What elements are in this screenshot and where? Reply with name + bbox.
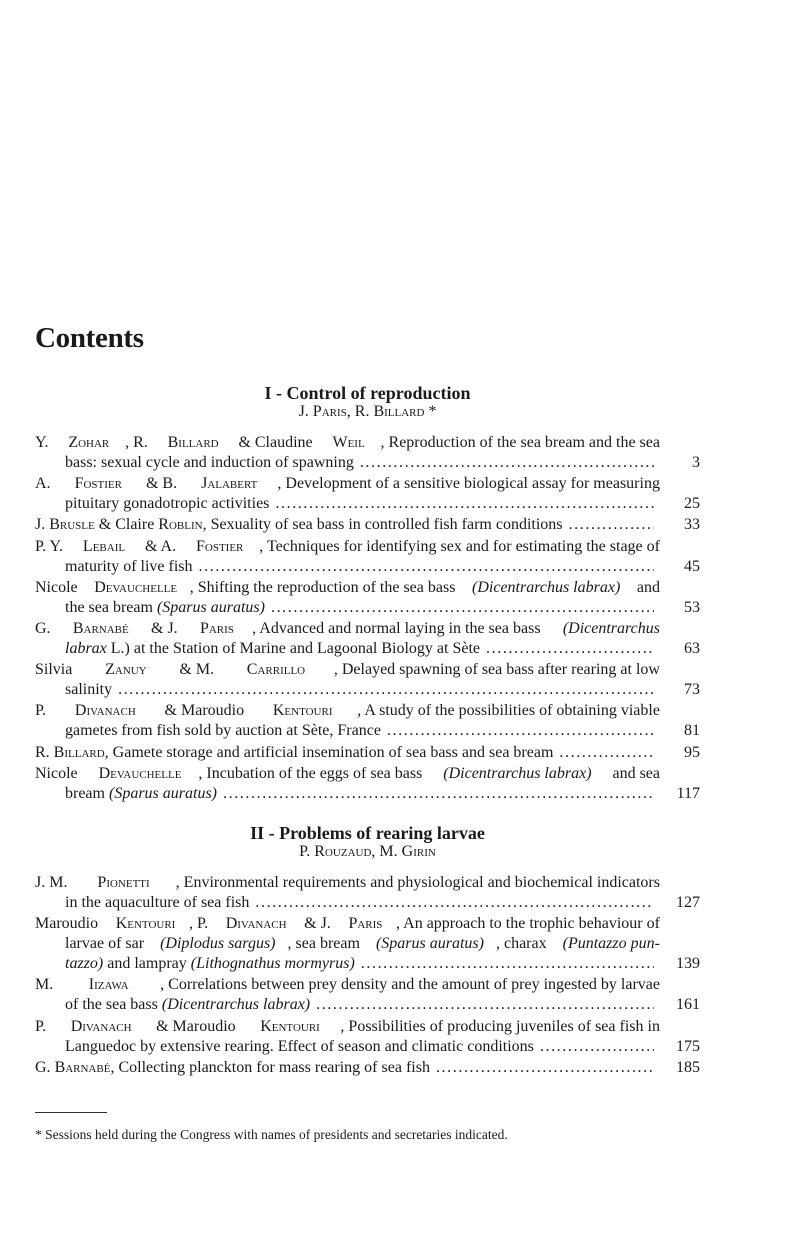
entry-text: & Claire <box>94 516 159 534</box>
page-number: 73 <box>684 681 700 699</box>
author-name: Weil <box>332 434 365 451</box>
author-name: Divanach <box>70 1017 132 1035</box>
entry-text: G. <box>35 619 55 637</box>
entry-line-text <box>35 701 660 721</box>
species-name: (Sparus auratus) <box>108 784 217 802</box>
entry-line-text <box>35 1017 660 1037</box>
entry-text: , charax <box>495 935 551 953</box>
dot-leader <box>118 680 654 700</box>
toc-entry[interactable] <box>35 515 700 535</box>
author-name: Devauchelle <box>98 764 182 782</box>
entry-text: Y. <box>35 434 53 451</box>
entry-line <box>35 975 660 995</box>
author-name: Billard <box>373 403 425 420</box>
dot-leader <box>223 784 654 804</box>
toc-entry[interactable] <box>35 578 700 618</box>
author-name: Fostier <box>195 537 244 555</box>
toc-entry[interactable] <box>35 1017 700 1057</box>
toc-entry[interactable] <box>35 537 700 577</box>
section-header <box>35 823 700 861</box>
section-chairs <box>35 403 700 421</box>
entry-text: L.) at the Station of Marine and Lagoonal Biology at Sète <box>106 639 481 657</box>
entry-text: , sea bream <box>287 935 364 953</box>
author-name: Barnabé <box>72 619 129 637</box>
page-number: 45 <box>684 557 700 575</box>
author-name: Iizawa <box>88 976 129 994</box>
entry-line <box>35 639 660 659</box>
entry-text: , Techniques for identifying sex and for estimating the stage of <box>259 537 660 555</box>
author-name: Billard <box>167 434 219 451</box>
author-name: Lebail <box>82 537 126 555</box>
dot-leader <box>486 639 654 659</box>
entry-line-text <box>65 721 381 741</box>
section-control-of-reproduction <box>35 383 700 805</box>
entry-text: and <box>632 578 660 596</box>
author-name: Fostier <box>74 475 122 493</box>
entry-line <box>35 598 660 618</box>
species-name: (Lithognathus mormyrus) <box>190 955 355 973</box>
author-name: Barnabé <box>54 1058 111 1076</box>
entry-text: , Gamete storage and artificial insemination of sea bass and sea bream <box>104 743 554 761</box>
dot-leader <box>316 995 654 1015</box>
toc-entry[interactable] <box>35 975 700 1015</box>
page-number: 63 <box>684 639 700 657</box>
entry-line-text <box>65 1037 534 1057</box>
entry-text: Maroudio <box>35 915 103 933</box>
page-number: 117 <box>676 784 700 802</box>
entry-text: , P. <box>188 915 213 933</box>
entry-line-text <box>65 934 660 954</box>
entry-line-text <box>65 494 269 514</box>
entry-line <box>35 557 660 577</box>
species-name: tazzo) <box>65 955 104 973</box>
page-number: 33 <box>684 516 700 534</box>
entry-text: , Environmental requirements and physiological and biochemical indicators <box>175 874 660 891</box>
author-name: Divanach <box>225 915 287 933</box>
entry-text: A. <box>35 475 55 493</box>
entry-text: maturity of live fish <box>65 557 193 575</box>
entry-text: Nicole <box>35 764 82 782</box>
entry-line-text <box>35 578 660 598</box>
entry-text: J. M. <box>35 874 72 891</box>
entry-line-text <box>35 1058 430 1078</box>
page-number: 53 <box>684 598 700 616</box>
author-name: Jalabert <box>201 475 258 493</box>
author-name: Devauchelle <box>94 578 178 596</box>
dot-leader <box>271 598 654 618</box>
dot-leader <box>255 893 654 913</box>
entry-line <box>35 721 660 741</box>
entry-line-text <box>35 660 660 680</box>
page-number: 95 <box>684 743 700 761</box>
entry-line-text <box>65 639 480 659</box>
entry-text: in the aquaculture of sea fish <box>65 894 250 911</box>
entry-text: bass: sexual cycle and induction of spawning <box>65 454 354 471</box>
entry-text: , Collecting planckton for mass rearing of sea fish <box>110 1058 430 1076</box>
entry-line-text <box>35 914 660 934</box>
species-name: labrax <box>65 639 107 657</box>
entry-text: & J. <box>147 619 182 637</box>
footnote-divider <box>35 1112 107 1113</box>
entry-text: , Sexuality of sea bass in controlled fish farm conditions <box>202 516 563 534</box>
entry-text: & J. <box>300 915 335 933</box>
section-title: II - Problems of rearing larvae <box>250 823 485 843</box>
author-name: Zanuy <box>105 661 147 679</box>
toc-entry[interactable] <box>35 433 700 473</box>
author-name: Roblin <box>158 516 203 534</box>
toc-entry[interactable] <box>35 743 700 763</box>
entry-text: Silvia <box>35 661 77 679</box>
author-name: Brusle <box>49 516 95 534</box>
dot-leader <box>387 721 654 741</box>
toc-entry[interactable] <box>35 1058 700 1078</box>
entry-line <box>35 701 660 721</box>
section-chairs <box>35 843 700 861</box>
entry-line <box>35 515 660 535</box>
entry-line <box>35 893 660 913</box>
author-name: Kentouri <box>260 1017 320 1035</box>
entry-text: P. <box>35 702 51 720</box>
entry-text: , Correlations between prey density and the amount of prey ingested by larvae <box>160 976 660 994</box>
entry-text: J. <box>35 516 50 534</box>
entry-line <box>35 784 660 804</box>
entry-line-text <box>35 433 660 453</box>
entry-line-text <box>35 764 660 784</box>
species-name: (Dicentrarchus labrax) <box>443 764 592 782</box>
entry-text: P. <box>35 1017 51 1035</box>
entry-line <box>35 995 660 1015</box>
entry-text: , R. <box>125 434 152 451</box>
entry-line <box>35 619 660 639</box>
section-title: I - Control of reproduction <box>264 383 471 403</box>
species-name: (Sparus auratus) <box>375 935 484 953</box>
entry-line <box>35 537 660 557</box>
entry-text: & A. <box>140 537 181 555</box>
entry-line-text <box>65 893 249 913</box>
entry-text: bream <box>65 784 109 802</box>
entry-line <box>35 433 660 453</box>
entry-text: , Shifting the reproduction of the sea bass <box>189 578 460 596</box>
author-name: Paris <box>312 403 347 420</box>
entry-line <box>35 1017 660 1037</box>
entry-line <box>35 914 660 934</box>
author-name: Kentouri <box>115 915 176 933</box>
entry-line-text <box>65 784 217 804</box>
entry-text: G. <box>35 1058 55 1076</box>
entry-text: salinity <box>65 681 113 699</box>
entry-text: , Reproduction of the sea bream and the sea <box>380 434 660 451</box>
entry-text: & Claudine <box>234 434 317 451</box>
entry-line <box>35 1037 660 1057</box>
entry-text: J. <box>298 403 313 420</box>
entry-text: Nicole <box>35 578 82 596</box>
entry-text: the sea bream <box>65 598 157 616</box>
entry-text: , Possibilities of producing juveniles of sea fish in <box>340 1017 660 1035</box>
entry-text: , R. <box>346 403 374 420</box>
species-name: (Puntazzo pun- <box>562 935 660 953</box>
entry-line-text <box>35 515 563 535</box>
entry-line <box>35 680 660 700</box>
entry-line-text <box>35 537 660 557</box>
entry-text: of the sea bass <box>65 996 162 1014</box>
entry-text: Languedoc by extensive rearing. Effect of season and climatic conditions <box>65 1037 534 1055</box>
toc-entry[interactable] <box>35 474 700 514</box>
section-problems-of-rearing-larvae <box>35 823 700 1079</box>
entry-text: M. <box>35 976 58 994</box>
author-name: Billard <box>53 743 105 761</box>
dot-leader <box>275 494 654 514</box>
entry-text: & B. <box>141 475 182 493</box>
entry-line-text <box>65 453 354 473</box>
dot-leader <box>436 1058 654 1078</box>
species-name: (Dicentrarchus labrax) <box>472 578 621 596</box>
entry-line <box>35 660 660 680</box>
page-number: 81 <box>684 722 700 740</box>
toc-entry[interactable] <box>35 660 700 700</box>
entry-text: R. <box>35 743 54 761</box>
entry-line <box>35 494 660 514</box>
entry-text: gametes from fish sold by auction at Sète, France <box>65 722 381 740</box>
page-number: 127 <box>676 894 700 911</box>
toc-entry[interactable] <box>35 619 700 659</box>
entry-line <box>35 743 660 763</box>
entry-line-text <box>65 598 265 618</box>
entry-text: , An approach to the trophic behaviour of <box>396 915 660 933</box>
entry-text: , Delayed spawning of sea bass after rearing at low <box>333 661 660 679</box>
dot-leader <box>360 453 654 473</box>
entry-line <box>35 954 660 974</box>
species-name: (Dicentrarchus <box>562 619 660 637</box>
entry-line-text <box>65 680 112 700</box>
entry-text: and sea <box>608 764 660 782</box>
author-name: Pionetti <box>97 874 150 891</box>
toc-entry[interactable] <box>35 701 700 741</box>
entry-line-text <box>65 995 310 1015</box>
toc-entry[interactable] <box>35 764 700 804</box>
page-number: 3 <box>692 454 700 471</box>
entry-line-text <box>35 619 660 639</box>
dot-leader <box>569 515 654 535</box>
species-name: (Dicentrarchus labrax) <box>161 996 311 1014</box>
entry-text: P. Y. <box>35 537 68 555</box>
author-name: Paris <box>199 619 234 637</box>
entry-text: & M. <box>175 661 219 679</box>
entry-text: P. <box>299 843 315 860</box>
dot-leader <box>559 743 654 763</box>
entry-line-text <box>65 557 193 577</box>
section-header <box>35 383 700 421</box>
entry-text: , M. <box>371 843 402 860</box>
toc-entry[interactable] <box>35 914 700 974</box>
entry-text: , Development of a sensitive biological assay for measuring <box>277 475 660 493</box>
page-number: 161 <box>676 996 700 1014</box>
page-number: 175 <box>676 1037 700 1055</box>
dot-leader <box>199 557 654 577</box>
entry-line <box>35 1058 660 1078</box>
page-number: 185 <box>676 1058 700 1076</box>
entry-line-text <box>35 743 553 763</box>
species-name: (Sparus auratus) <box>156 598 265 616</box>
page-number: 25 <box>684 495 700 513</box>
species-name: (Diplodus sargus) <box>160 935 276 953</box>
entry-line-text <box>35 873 660 893</box>
author-name: Rouzaud <box>314 843 372 860</box>
entry-line <box>35 934 660 954</box>
entry-text: * <box>424 403 437 420</box>
entry-text: and lampray <box>103 955 191 973</box>
entry-text: & Maroudio <box>152 1017 240 1035</box>
entry-text: , Incubation of the eggs of sea bass <box>198 764 427 782</box>
author-name: Girin <box>401 843 436 860</box>
entry-line <box>35 474 660 494</box>
entry-line <box>35 578 660 598</box>
entry-line-text <box>65 954 355 974</box>
page-number: 139 <box>676 955 700 973</box>
footnote: * Sessions held during the Congress with names of presidents and secretaries indicated. <box>35 1127 508 1142</box>
dot-leader <box>361 954 654 974</box>
toc-entry[interactable] <box>35 873 700 913</box>
entry-text: , Advanced and normal laying in the sea bass <box>252 619 545 637</box>
author-name: Carrillo <box>246 661 306 679</box>
author-name: Paris <box>348 915 383 933</box>
entry-list <box>35 433 700 804</box>
entry-text: & Maroudio <box>160 702 249 720</box>
entry-text: pituitary gonadotropic activities <box>65 495 270 513</box>
entry-text: larvae of sar <box>65 935 149 953</box>
entry-line <box>35 873 660 893</box>
page-title: Contents <box>35 322 144 354</box>
entry-list <box>35 873 700 1078</box>
entry-text: , A study of the possibilities of obtaining viable <box>357 702 660 720</box>
entry-line <box>35 453 660 473</box>
author-name: Zohar <box>68 434 110 451</box>
author-name: Kentouri <box>272 702 333 720</box>
author-name: Divanach <box>74 702 136 720</box>
entry-line-text <box>35 474 660 494</box>
entry-line <box>35 764 660 784</box>
dot-leader <box>540 1037 654 1057</box>
entry-line-text <box>35 975 660 995</box>
